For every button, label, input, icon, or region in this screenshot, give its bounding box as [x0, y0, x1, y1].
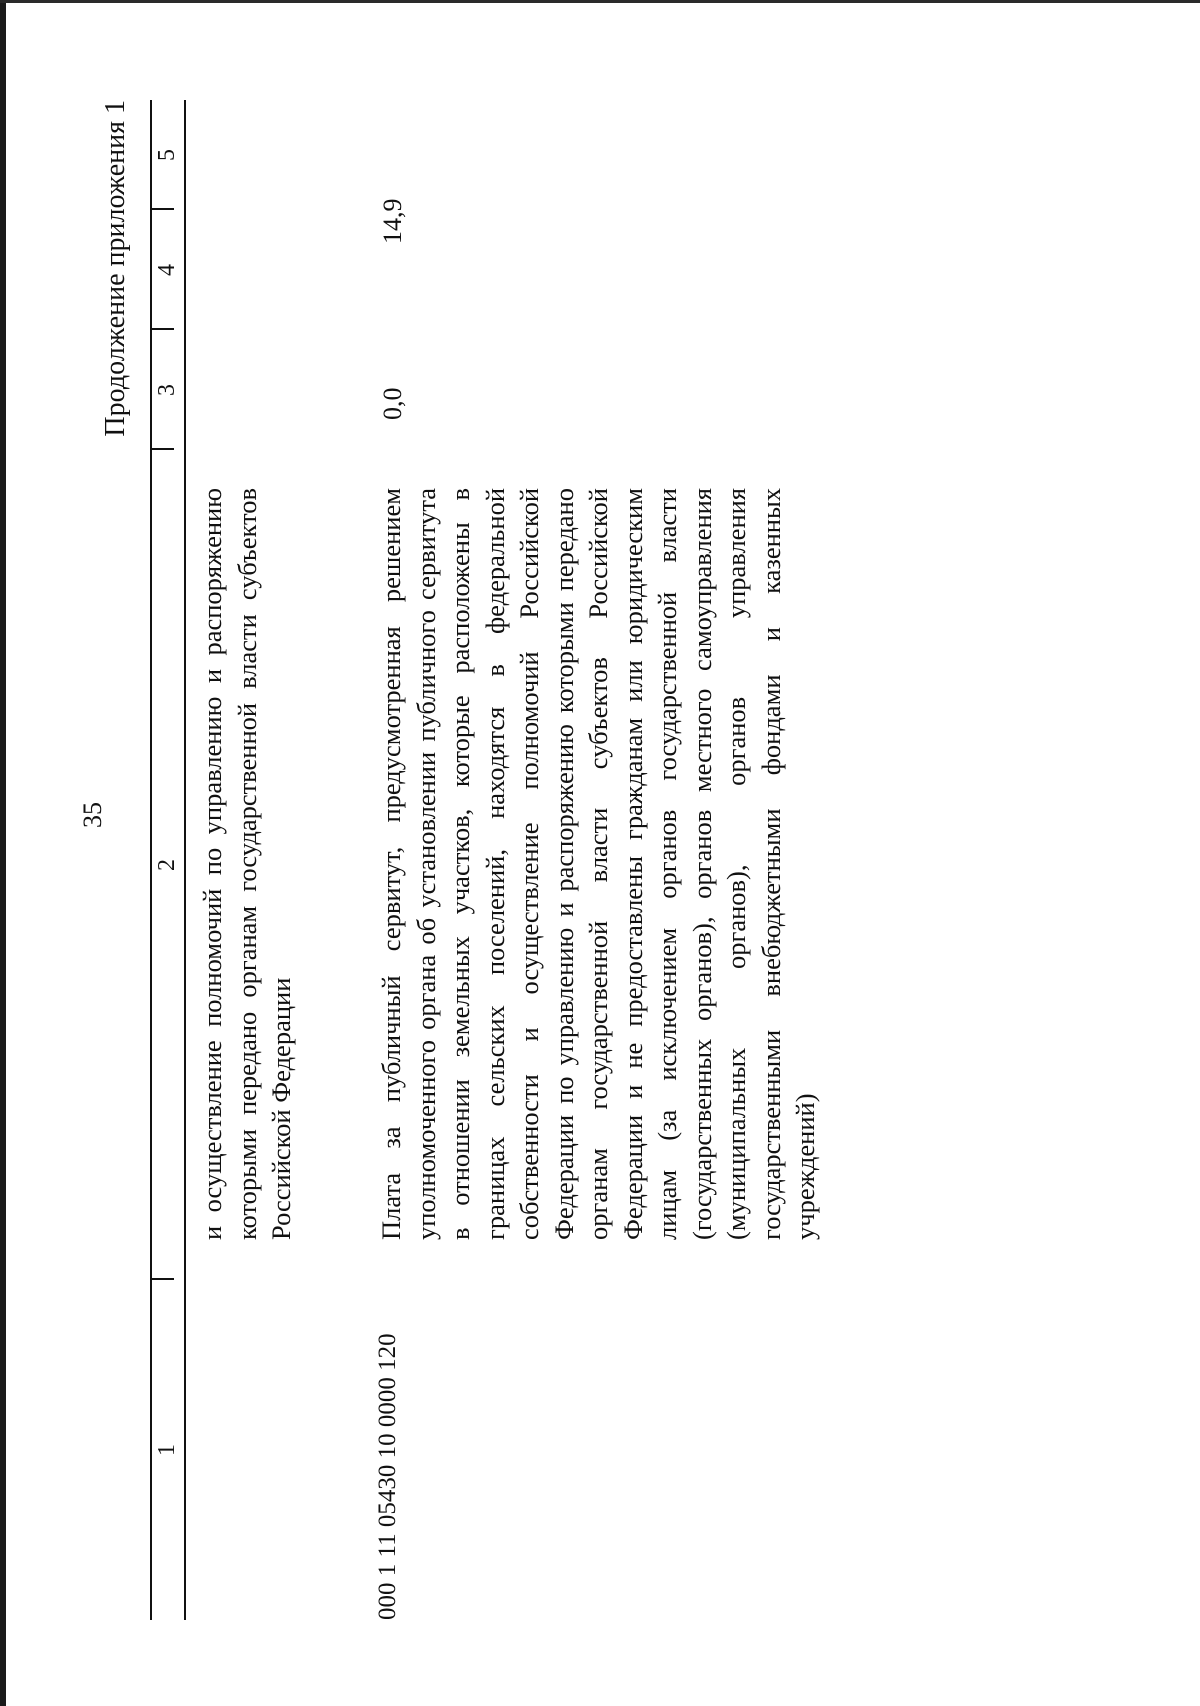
table-row-description: [374, 488, 823, 1240]
page-number: 35: [78, 802, 107, 828]
column-header-1: 1: [154, 1444, 180, 1456]
description-text: и осуществление полномочий по управлению и распоряжению которыми передано органам государственной власти субъектов Российской Федерации: [197, 488, 296, 1240]
value-column-3: 0,0: [378, 387, 407, 420]
value-column-4: 14,9: [378, 198, 407, 244]
table-row-description: [195, 488, 299, 1240]
continuation-title: Продолжение приложения 1: [100, 100, 131, 437]
column-header-3: 3: [154, 384, 180, 396]
budget-classification-code: 000 1 11 05430 10 0000 120: [374, 1333, 401, 1620]
rotated-page: [78, 100, 1040, 1620]
scan-edge-top: [0, 0, 1200, 3]
scan-edge: [0, 0, 6, 1706]
column-header-2: 2: [154, 859, 180, 871]
table-header: [150, 100, 186, 1620]
column-header-5: 5: [154, 149, 180, 161]
description-text: Плата за публичный сервитут, предусмотренная решением уполномоченного органа об установлении публичного сервитута в отношении земельных участков, которые расположены в границах сельских поселений, находятся в федеральной собственности и осуществление полномочий Российской Федерации по управлению и распоряжению которыми передано органам государственной власти субъектов Российской Федерации и не предоставлены гражданам или юридическим лицам (за исключением органов государственной власти (государственных органов), органов местного самоуправления (муниципальных органов), органов управления государственными внебюджетными фондами и казенных учреждений): [376, 488, 820, 1240]
column-header-4: 4: [154, 264, 180, 276]
